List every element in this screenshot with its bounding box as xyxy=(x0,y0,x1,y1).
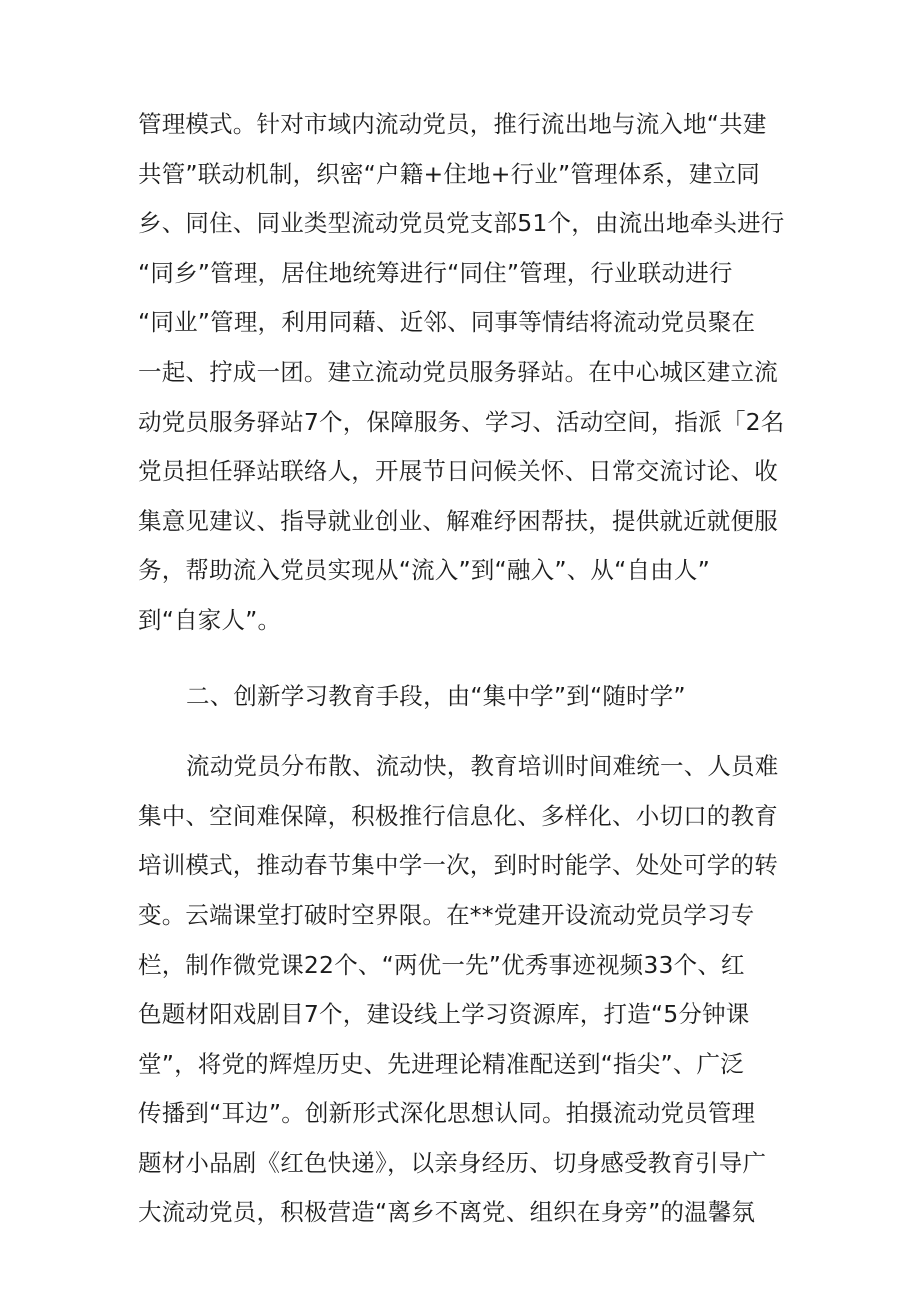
text-line: 管理模式。针对市域内流动党员，推行流出地与流入地“共建 xyxy=(138,110,767,138)
text-line: 传播到“耳边”。创新形式深化思想认同。拍摄流动党员管理 xyxy=(138,1099,756,1128)
text-line: 流动党员分布散、流动快，教育培训时间难统一、人员难 xyxy=(186,752,779,781)
text-line: 党员担任驿站联络人，开展节日问候关怀、日常交流讨论、收 xyxy=(138,457,778,486)
paragraph-spacer xyxy=(138,721,778,742)
text-line: 集意见建议、指导就业创业、解难纾困帮扶，提供就近就便服 xyxy=(138,506,778,535)
paragraph-spacer xyxy=(138,646,778,672)
text-line: 集中、空间难保障，积极推行信息化、多样化、小切口的教育 xyxy=(138,801,778,830)
text-line: 一起、拧成一团。建立流动党员服务驿站。在中心城区建立流 xyxy=(138,357,778,386)
text-line: 堂”，将党的辉煌历史、先进理论精准配送到“指尖”、广泛 xyxy=(138,1049,744,1078)
text-line: 变。云端课堂打破时空界限。在**党建开设流动党员学习专 xyxy=(138,900,755,929)
text-line: 栏，制作微党课22个、“两优一先”优秀事迹视频33个、红 xyxy=(138,950,745,979)
text-line: 乡、同住、同业类型流动党员党支部51个，由流出地牵头进行 xyxy=(138,209,785,238)
text-line: 培训模式，推动春节集中学一次，到时时能学、处处可学的转 xyxy=(138,851,778,880)
text-line: 务，帮助流入党员实现从“流入”到“融入”、从“自由人” xyxy=(138,556,710,585)
text-line: 题材小品剧《红色快递》，以亲身经历、切身感受教育引导广 xyxy=(138,1148,767,1177)
text-line: “同乡”管理，居住地统筹进行“同住”管理，行业联动进行 xyxy=(138,258,733,287)
text-line: 大流动党员，积极营造“离乡不离党、组织在身旁”的温馨氛 xyxy=(138,1198,756,1227)
text-line: 动党员服务驿站7个，保障服务、学习、活动空间，指派「2名 xyxy=(138,407,785,436)
paragraph-2 xyxy=(138,742,778,1238)
text-line: 共管”联动机制，织密“户籍+住地+行业”管理体系，建立同 xyxy=(138,159,761,188)
document-body xyxy=(138,100,785,1238)
paragraph-1 xyxy=(138,100,785,646)
text-line: 到“自家人”。 xyxy=(138,605,282,634)
text-line: 色题材阳戏剧目7个，建设线上学习资源库，打造“5分钟课 xyxy=(138,1000,750,1029)
section-heading: 二、创新学习教育手段，由“集中学”到“随时学” xyxy=(186,681,686,710)
text-line: “同业”管理，利用同藉、近邻、同事等情结将流动党员聚在 xyxy=(138,308,756,337)
